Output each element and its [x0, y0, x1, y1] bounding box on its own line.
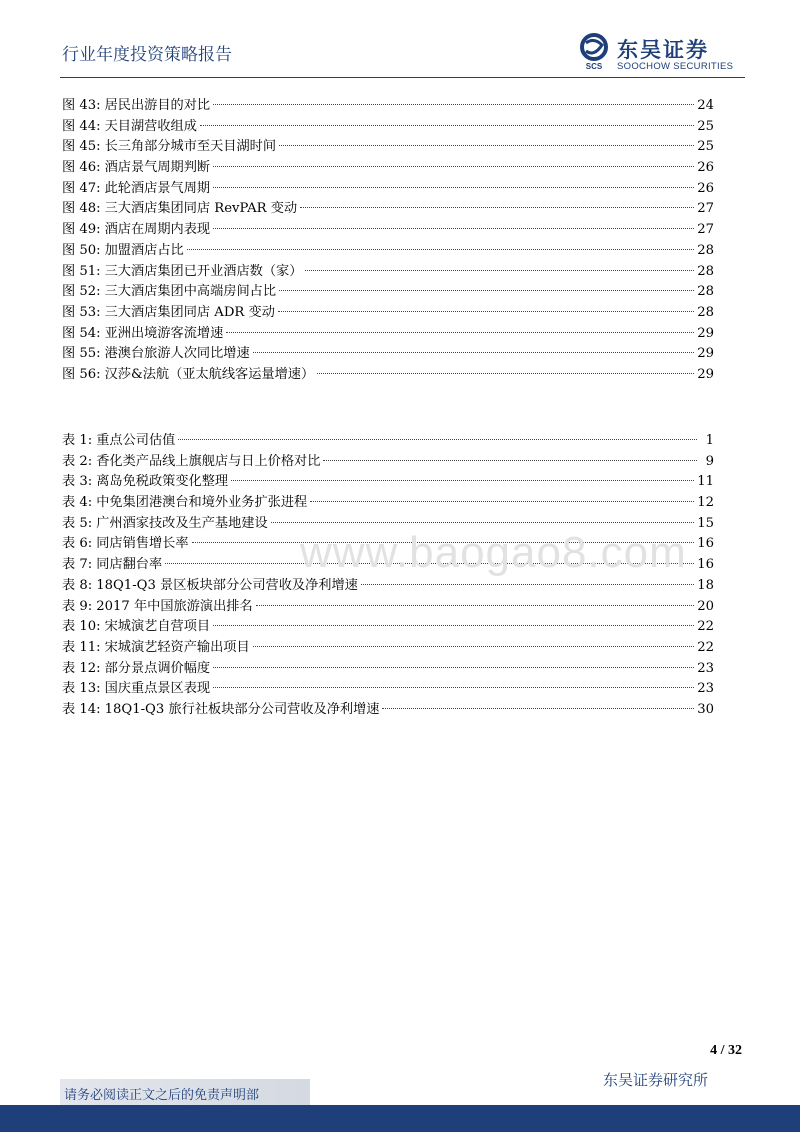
watermark: www.baogao8.com [300, 528, 687, 577]
page-number: 4 / 32 [710, 1043, 742, 1058]
toc-entry-page: 28 [697, 284, 714, 300]
toc-leader-dots [213, 625, 694, 626]
toc-entry-title: 此轮酒店景气周期 [104, 180, 211, 196]
toc-entry-page: 15 [697, 515, 714, 531]
table-toc-entry[interactable] [62, 617, 714, 638]
figure-toc-entry[interactable] [62, 344, 714, 365]
toc-entry-label[interactable] [62, 679, 210, 700]
toc-entry-label[interactable] [62, 344, 250, 365]
toc-entry-title: 广州酒家技改及生产基地建设 [96, 515, 268, 531]
toc-entry-number: 图 49: [62, 222, 101, 238]
toc-entry-page: 16 [697, 536, 714, 552]
toc-entry-page: 12 [697, 495, 714, 511]
toc-entry-title: 亚洲出境游客流增速 [104, 325, 224, 341]
toc-entry-title: 部分景点调价幅度 [104, 660, 211, 676]
toc-entry-page: 29 [697, 366, 714, 382]
toc-entry-number: 图 53: [62, 304, 101, 320]
toc-entry-label[interactable] [62, 282, 276, 303]
toc-entry-number: 表 1: [62, 433, 93, 448]
toc-entry-number: 图 48: [62, 201, 101, 217]
toc-entry-number: 表 6: [62, 536, 93, 552]
toc-entry-title: 居民出游目的对比 [104, 98, 211, 113]
toc-entry-label[interactable] [62, 303, 275, 324]
toc-entry-page: 25 [697, 118, 714, 134]
toc-leader-dots [213, 187, 694, 188]
toc-entry-page: 28 [697, 304, 714, 320]
toc-leader-dots [213, 667, 694, 668]
toc-entry-number: 表 14: [62, 701, 101, 717]
toc-entry-label[interactable] [62, 700, 379, 721]
toc-entry-label[interactable] [62, 555, 162, 576]
toc-entry-page: 18 [697, 577, 714, 593]
toc-entry-number: 图 51: [62, 263, 101, 279]
table-toc-entry[interactable] [62, 700, 714, 721]
toc-leader-dots [213, 687, 694, 688]
figure-toc-entry[interactable] [62, 365, 714, 386]
toc-entry-label[interactable] [62, 262, 302, 283]
toc-entry-page: 1 [705, 433, 714, 448]
toc-leader-dots [305, 270, 694, 271]
toc-entry-title: 宋城演艺自营项目 [104, 619, 211, 635]
toc-entry-number: 图 45: [62, 139, 101, 155]
toc-entry-page: 20 [697, 598, 714, 614]
toc-leader-dots [310, 501, 694, 502]
toc-entry-number: 图 46: [62, 160, 101, 176]
toc-entry-number: 图 50: [62, 242, 101, 258]
toc-entry-page: 25 [697, 139, 714, 155]
toc-entry-page: 26 [697, 160, 714, 176]
toc-entry-label[interactable] [62, 96, 210, 117]
table-toc-entry[interactable] [62, 638, 714, 659]
toc-entry-title: 三大酒店集团已开业酒店数（家） [104, 263, 303, 279]
toc-entry-page: 11 [697, 474, 714, 490]
figures-toc [62, 96, 714, 386]
toc-entry-page: 22 [697, 639, 714, 655]
toc-leader-dots [278, 311, 694, 312]
toc-entry-number: 表 2: [62, 453, 93, 469]
toc-entry-number: 图 54: [62, 325, 101, 341]
toc-leader-dots [256, 605, 695, 606]
toc-entry-number: 表 10: [62, 619, 101, 635]
toc-entry-label[interactable] [62, 452, 320, 473]
toc-leader-dots [382, 708, 694, 709]
figure-toc-entry[interactable] [62, 179, 714, 200]
toc-entry-label[interactable] [62, 514, 268, 535]
toc-entry-page: 30 [697, 701, 714, 717]
toc-leader-dots [213, 228, 694, 229]
footer-band [0, 1105, 800, 1132]
toc-entry-label[interactable] [62, 534, 189, 555]
table-toc-entry[interactable] [62, 597, 714, 618]
toc-entry-title: 同店销售增长率 [96, 536, 189, 552]
toc-entry-title: 18Q1-Q3 景区板块部分公司营收及净利增速 [96, 577, 358, 593]
table-toc-entry[interactable] [62, 431, 714, 452]
toc-entry-title: 2017 年中国旅游演出排名 [96, 598, 253, 614]
toc-entry-page: 16 [697, 557, 714, 573]
institute-name: 东吴证券研究所 [602, 1071, 708, 1089]
toc-entry-number: 图 55: [62, 346, 101, 362]
figure-toc-entry[interactable] [62, 241, 714, 262]
toc-entry-number: 表 3: [62, 474, 93, 490]
header-divider [60, 77, 745, 78]
toc-entry-title: 香化类产品线上旗舰店与日上价格对比 [96, 453, 321, 469]
toc-entry-title: 重点公司估值 [96, 433, 176, 448]
toc-entry-label[interactable] [62, 431, 175, 452]
logo-mark-text: SCS [585, 62, 603, 71]
toc-entry-title: 中免集团港澳台和境外业务扩张进程 [96, 495, 308, 511]
toc-entry-number: 表 12: [62, 660, 101, 676]
toc-entry-title: 天目湖营收组成 [104, 118, 197, 134]
toc-entry-title: 同店翻台率 [96, 557, 163, 573]
toc-leader-dots [271, 522, 695, 523]
toc-leader-dots [213, 166, 694, 167]
table-toc-entry[interactable] [62, 679, 714, 700]
table-toc-entry[interactable] [62, 493, 714, 514]
toc-entry-label[interactable] [62, 659, 210, 680]
toc-entry-number: 图 52: [62, 284, 101, 300]
toc-leader-dots [279, 290, 694, 291]
disclaimer-text: 请务必阅读正文之后的免责声明部 [64, 1088, 260, 1103]
report-type-title: 行业年度投资策略报告 [62, 45, 232, 65]
toc-entry-number: 表 9: [62, 598, 93, 614]
toc-entry-number: 表 5: [62, 515, 93, 531]
toc-entry-label[interactable] [62, 365, 314, 386]
toc-entry-title: 加盟酒店占比 [104, 242, 184, 258]
toc-leader-dots [361, 584, 694, 585]
figure-toc-entry[interactable] [62, 199, 714, 220]
toc-entry-title: 三大酒店集团同店 ADR 变动 [104, 304, 275, 320]
toc-entry-number: 表 13: [62, 681, 101, 697]
scs-logo-icon [577, 33, 611, 71]
toc-entry-page: 29 [697, 325, 714, 341]
toc-entry-label[interactable] [62, 472, 228, 493]
toc-entry-label[interactable] [62, 617, 210, 638]
figure-toc-entry[interactable] [62, 220, 714, 241]
toc-entry-page: 26 [697, 180, 714, 196]
figure-toc-entry[interactable] [62, 282, 714, 303]
table-toc-entry[interactable] [62, 472, 714, 493]
toc-entry-label[interactable] [62, 324, 223, 345]
toc-entry-number: 图 43: [62, 98, 101, 113]
toc-entry-label[interactable] [62, 241, 184, 262]
logo-english-name: SOOCHOW SECURITIES [617, 61, 734, 72]
toc-leader-dots [231, 480, 694, 481]
toc-entry-label[interactable] [62, 137, 276, 158]
toc-entry-title: 宋城演艺轻资产输出项目 [104, 639, 250, 655]
toc-leader-dots [300, 207, 694, 208]
toc-entry-page: 23 [697, 681, 714, 697]
toc-entry-number: 表 4: [62, 495, 93, 511]
figure-toc-entry[interactable] [62, 117, 714, 138]
table-toc-entry[interactable] [62, 576, 714, 597]
figure-toc-entry[interactable] [62, 137, 714, 158]
toc-entry-number: 表 11: [62, 639, 101, 655]
toc-leader-dots [200, 125, 694, 126]
toc-leader-dots [187, 249, 694, 250]
toc-leader-dots [253, 646, 695, 647]
toc-entry-title: 长三角部分城市至天目湖时间 [104, 139, 277, 155]
toc-entry-title: 汉莎&法航（亚太航线客运量增速） [104, 366, 315, 382]
toc-entry-page: 24 [697, 98, 714, 113]
table-toc-entry[interactable] [62, 452, 714, 473]
toc-entry-number: 表 7: [62, 557, 93, 573]
toc-entry-label[interactable] [62, 576, 358, 597]
toc-entry-title: 三大酒店集团中高端房间占比 [104, 284, 277, 300]
toc-entry-title: 18Q1-Q3 旅行社板块部分公司营收及净利增速 [104, 701, 380, 717]
toc-entry-label[interactable] [62, 220, 210, 241]
toc-entry-label[interactable] [62, 638, 250, 659]
toc-entry-number: 图 44: [62, 118, 101, 134]
logo-chinese-name: 东吴证券 [617, 38, 709, 62]
toc-entry-label[interactable] [62, 117, 197, 138]
figure-toc-entry[interactable] [62, 262, 714, 283]
toc-entry-page: 28 [697, 263, 714, 279]
toc-entry-title: 离岛免税政策变化整理 [96, 474, 229, 490]
toc-entry-number: 表 8: [62, 577, 93, 593]
toc-entry-label[interactable] [62, 158, 210, 179]
toc-entry-page: 27 [697, 201, 714, 217]
figure-toc-entry[interactable] [62, 158, 714, 179]
toc-entry-page: 29 [697, 346, 714, 362]
toc-entry-label[interactable] [62, 199, 297, 220]
toc-entry-label[interactable] [62, 493, 307, 514]
toc-entry-page: 22 [697, 619, 714, 635]
toc-entry-label[interactable] [62, 179, 210, 200]
toc-leader-dots [178, 439, 697, 440]
toc-entry-title: 国庆重点景区表现 [104, 681, 211, 697]
figure-toc-entry[interactable] [62, 96, 714, 117]
toc-entry-label[interactable] [62, 597, 253, 618]
toc-entry-page: 27 [697, 222, 714, 238]
toc-entry-page: 9 [705, 453, 714, 469]
table-toc-entry[interactable] [62, 659, 714, 680]
toc-entry-title: 港澳台旅游人次同比增速 [104, 346, 250, 362]
figure-toc-entry[interactable] [62, 324, 714, 345]
toc-leader-dots [279, 145, 694, 146]
toc-leader-dots [226, 332, 694, 333]
toc-leader-dots [213, 104, 694, 105]
toc-entry-title: 三大酒店集团同店 RevPAR 变动 [104, 201, 298, 217]
toc-leader-dots [323, 460, 697, 461]
toc-leader-dots [253, 352, 695, 353]
toc-entry-title: 酒店景气周期判断 [104, 160, 211, 176]
company-logo [577, 33, 747, 73]
toc-entry-page: 28 [697, 242, 714, 258]
toc-entry-title: 酒店在周期内表现 [104, 222, 211, 238]
toc-entry-page: 23 [697, 660, 714, 676]
toc-leader-dots [317, 373, 694, 374]
toc-entry-number: 图 47: [62, 180, 101, 196]
figure-toc-entry[interactable] [62, 303, 714, 324]
toc-entry-number: 图 56: [62, 366, 101, 382]
